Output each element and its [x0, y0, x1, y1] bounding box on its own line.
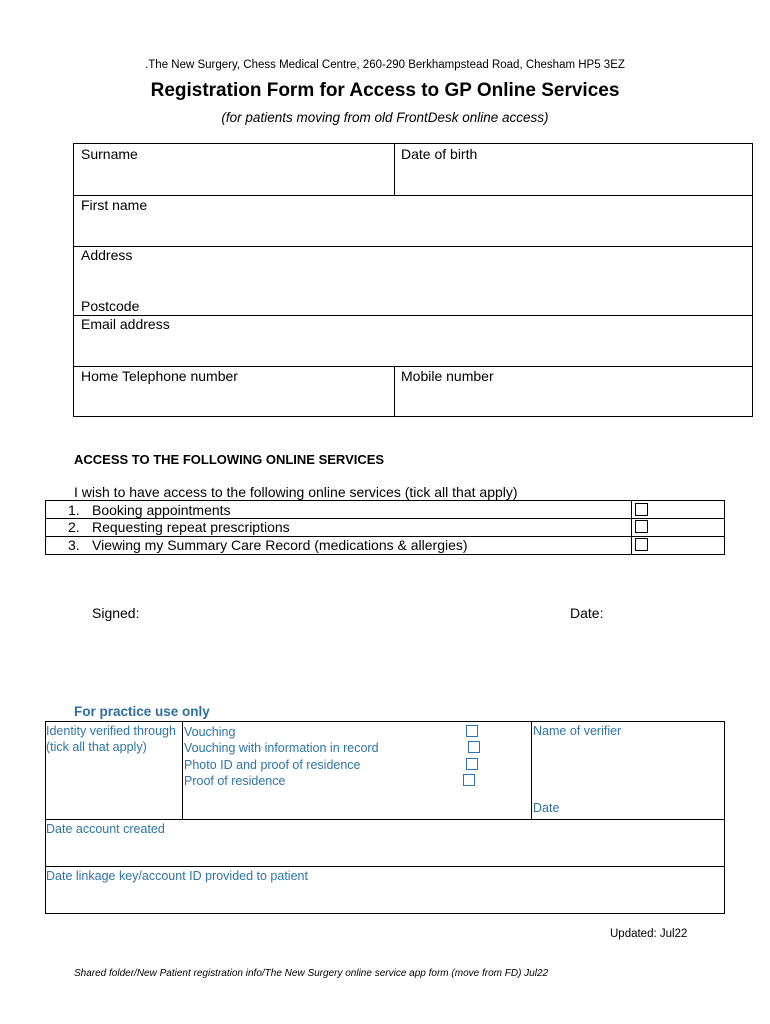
- home-phone-field[interactable]: Home Telephone number: [81, 368, 238, 384]
- divider: [74, 366, 752, 367]
- services-table: [45, 500, 725, 555]
- signature-date-field[interactable]: Date:: [570, 605, 604, 621]
- signed-field[interactable]: Signed:: [92, 605, 140, 621]
- account-created-field[interactable]: Date account created: [46, 822, 165, 836]
- dob-field[interactable]: Date of birth: [401, 146, 478, 162]
- practice-use-table: [45, 721, 725, 914]
- divider: [74, 315, 752, 316]
- divider: [46, 866, 724, 867]
- patient-details-table: [73, 143, 753, 417]
- divider: [182, 722, 183, 819]
- divider: [531, 722, 532, 819]
- verifier-date-field[interactable]: Date: [533, 801, 560, 815]
- service-number: 1.: [68, 502, 80, 518]
- linkage-key-field[interactable]: Date linkage key/account ID provided to patient: [46, 869, 308, 883]
- photo-id-checkbox[interactable]: [466, 758, 478, 770]
- service-label: Viewing my Summary Care Record (medications & allergies): [92, 537, 468, 553]
- divider: [74, 246, 752, 247]
- option-label: Photo ID and proof of residence: [184, 758, 361, 772]
- divider: [394, 366, 395, 416]
- first-name-field[interactable]: First name: [81, 197, 148, 213]
- footer-path: Shared folder/New Patient registration info/The New Surgery online service app form (move from FD) Jul22: [74, 968, 549, 979]
- prescriptions-checkbox[interactable]: [635, 520, 648, 533]
- services-heading: ACCESS TO THE FOLLOWING ONLINE SERVICES: [74, 452, 385, 467]
- postcode-field[interactable]: Postcode: [81, 298, 140, 314]
- option-label: Vouching with information in record: [184, 741, 379, 755]
- summary-care-checkbox[interactable]: [635, 538, 648, 551]
- form-title: Registration Form for Access to GP Online Services: [150, 80, 620, 101]
- service-label: Booking appointments: [92, 502, 231, 518]
- divider: [74, 195, 752, 196]
- form-subtitle: (for patients moving from old FrontDesk online access): [221, 110, 549, 125]
- proof-residence-checkbox[interactable]: [463, 774, 475, 786]
- mobile-field[interactable]: Mobile number: [401, 368, 494, 384]
- surname-field[interactable]: Surname: [81, 146, 138, 162]
- divider: [394, 144, 395, 195]
- service-label: Requesting repeat prescriptions: [92, 519, 290, 535]
- option-label: Vouching: [184, 725, 236, 739]
- updated-note: Updated: Jul22: [610, 928, 688, 940]
- vouching-record-checkbox[interactable]: [468, 741, 480, 753]
- service-row: [46, 536, 724, 553]
- divider: [46, 819, 724, 820]
- practice-use-heading: For practice use only: [74, 704, 210, 719]
- service-row: [46, 501, 724, 518]
- email-field[interactable]: Email address: [81, 316, 170, 332]
- service-number: 2.: [68, 519, 80, 535]
- practice-address: .The New Surgery, Chess Medical Centre, 260-290 Berkhampstead Road, Chesham HP5 3EZ: [145, 59, 625, 71]
- service-number: 3.: [68, 537, 80, 553]
- service-row: [46, 518, 724, 535]
- verifier-field[interactable]: Name of verifier: [533, 724, 622, 738]
- identity-verified-label: Identity verified through (tick all that apply): [46, 724, 176, 754]
- option-label: Proof of residence: [184, 774, 286, 788]
- vouching-checkbox[interactable]: [466, 725, 478, 737]
- booking-checkbox[interactable]: [635, 503, 648, 516]
- services-intro: I wish to have access to the following online services (tick all that apply): [74, 484, 518, 500]
- address-field[interactable]: Address: [81, 247, 133, 263]
